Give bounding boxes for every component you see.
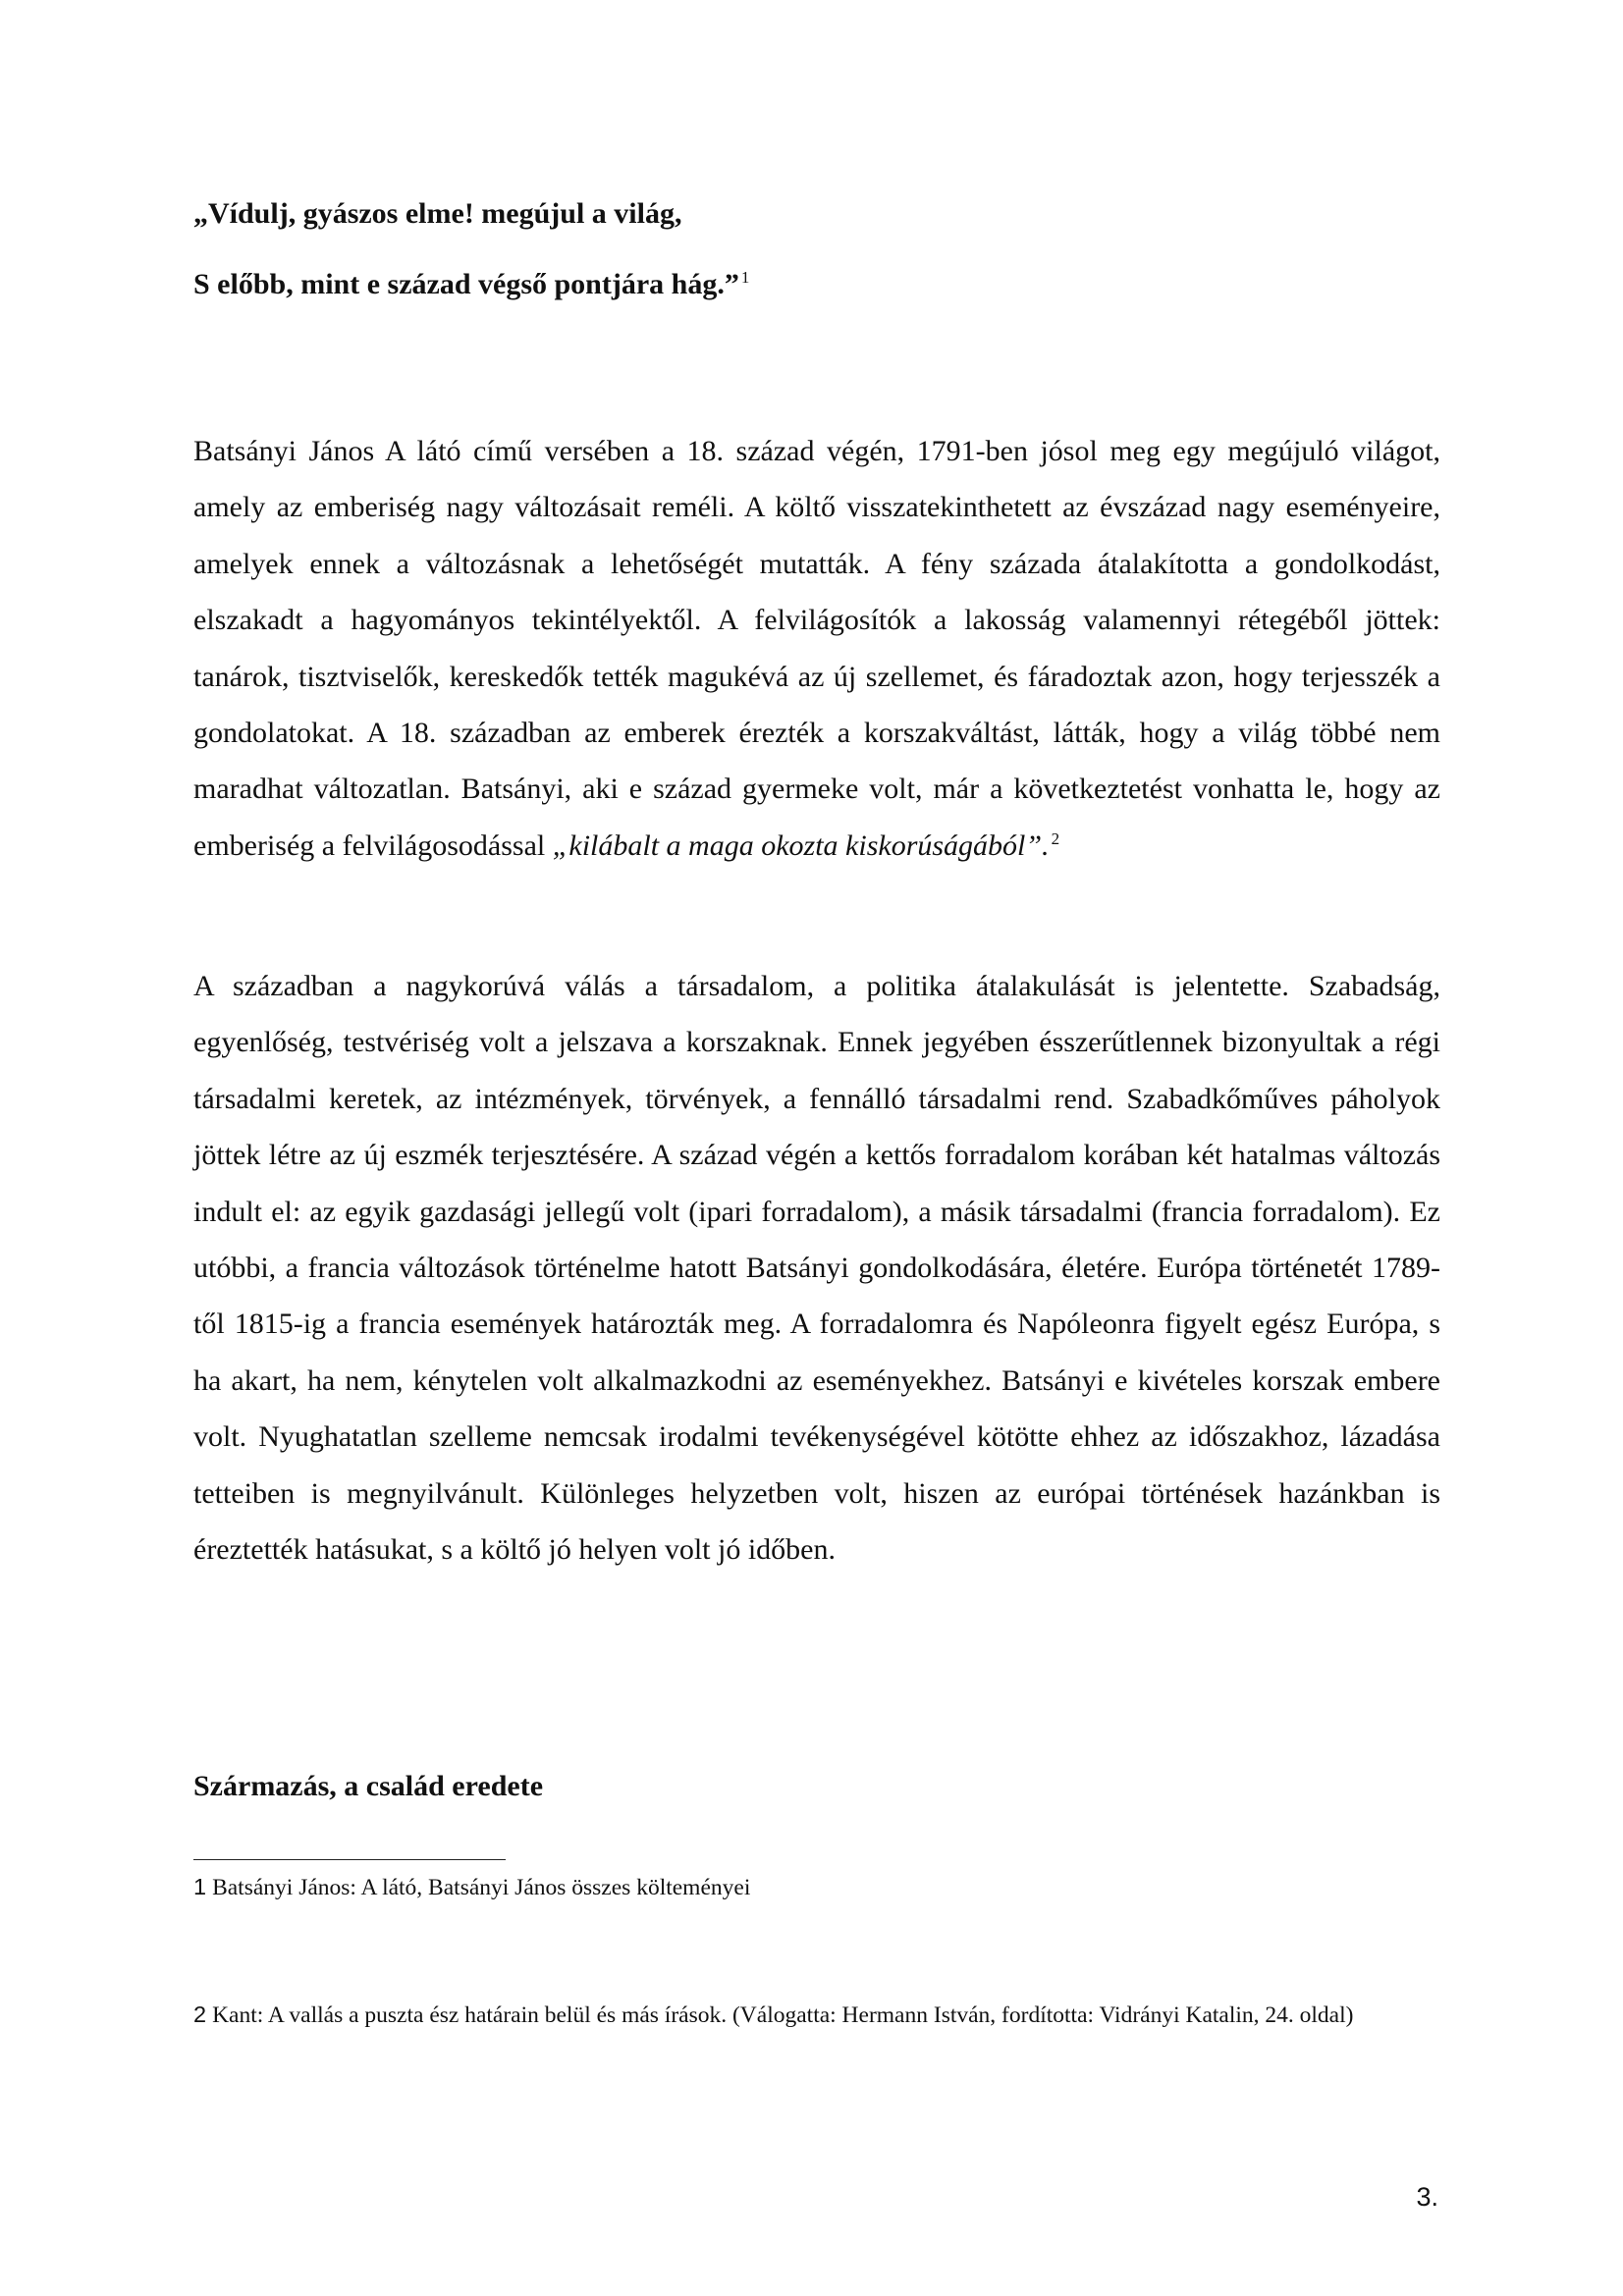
motto-line-2-text: S előbb, mint e század végső pontjára hág.” [193, 268, 739, 300]
paragraph-1 [193, 423, 1440, 874]
footnote-1 [193, 1872, 1440, 1903]
section-heading: Származás, a család eredete [193, 1770, 544, 1802]
motto-line-2 [193, 267, 1440, 302]
kant-quote: „kilábalt a maga okozta kiskorúságából”. [552, 828, 1050, 862]
footnote-1-number: 1 [193, 1874, 207, 1899]
motto-line-1 [193, 196, 1440, 232]
motto-line-1-text: „Vídulj, gyászos elme! megújul a világ, [193, 197, 682, 230]
footnote-2-number: 2 [193, 2002, 207, 2027]
paragraph-2: A században a nagykorúvá válás a társadalom, a politika átalakulását is jelentette. Szabadság, egyenlőség, testvériség volt a jelszava a korszaknak. Ennek jegyében ésszerűtlennek bizonyultak a régi társadalmi keretek, az intézmények, törvények, a fennálló társadalmi rend. Szabadkőműves páholyok jöttek létre az új eszmék terjesztésére. A század végén a kettős forradalom korában két hatalmas változás indult el: az egyik gazdasági jellegű volt (ipari forradalom), a másik társadalmi (francia forradalom). Ez utóbbi, a francia változások történelme hatott Batsányi gondolkodására, életére. Európa történetét 1789-től 1815-ig a francia események határozták meg. A forradalomra és Napóleonra figyelt egész Európa, s ha akart, ha nem, kénytelen volt alkalmazkodni az eseményekhez. Batsányi e kivételes korszak embere volt. Nyughatatlan szelleme nemcsak irodalmi tevékenységével kötötte ehhez az időszakhoz, lázadása tetteiben is megnyilvánult. Különleges helyzetben volt, hiszen az európai történések hazánkban is éreztették hatásukat, s a költő jó helyen volt jó időben. [193, 970, 1440, 1567]
page-number: 3. [1416, 2182, 1438, 2212]
footnote-2-text: Kant: A vallás a puszta ész határain belül és más írások. (Válogatta: Hermann István, fordította: Vidrányi Katalin, 24. oldal) [212, 2002, 1354, 2028]
footnote-2 [193, 2000, 1440, 2031]
footnote-reference-1[interactable]: 1 [740, 268, 750, 287]
footnote-1-text: Batsányi János: A látó, Batsányi János összes költeményei [212, 1875, 751, 1900]
footnote-reference-2[interactable]: 2 [1051, 828, 1060, 848]
footnote-separator [193, 1859, 506, 1860]
paragraph-1-text: Batsányi János A látó című versében a 18. század végén, 1791-ben jósol meg egy megújuló világot, amely az emberiség nagy változásait reméli. A költő visszatekinthetett az évszázad nagy eseményeire, amelyek ennek a változásnak a lehetőségét mutatták. A fény százada átalakította a gondolkodást, elszakadt a hagyományos tekintélyektől. A felvilágosítók a lakosság valamennyi rétegéből jöttek: tanárok, tisztviselők, kereskedők tették magukévá az új szellemet, és fáradoztak azon, hogy terjesszék a gondolatokat. A 18. században az emberek érezték a korszakváltást, látták, hogy a világ többé nem maradhat változatlan. Batsányi, aki e század gyermeke volt, már a következtetést vonhatta le, hogy az emberiség a felvilágosodással [193, 435, 1440, 862]
